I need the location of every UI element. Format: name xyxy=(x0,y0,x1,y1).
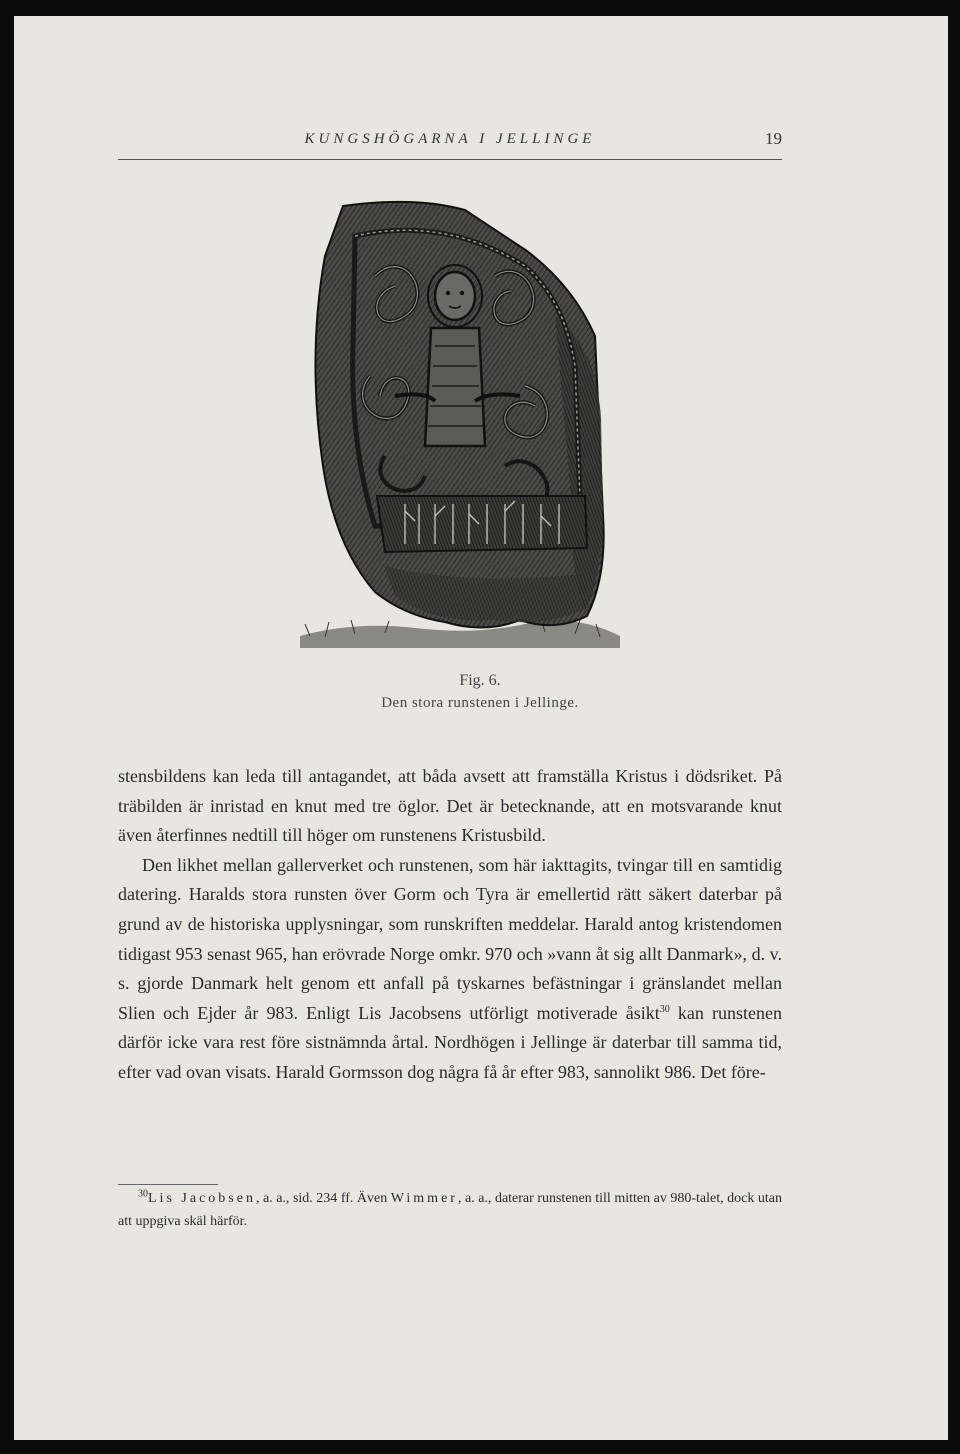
footnote-reference: 30 xyxy=(659,1003,670,1015)
footnote-mark: 30 xyxy=(138,1188,148,1200)
page-number: 19 xyxy=(765,129,782,148)
footnote xyxy=(118,1187,782,1233)
footnote-text-1: , a. a., sid. 234 ff. Även xyxy=(255,1191,391,1206)
paragraph-1: stensbildens kan leda till antagandet, att båda avsett att framställa Kristus i dödsriket. På träbilden är inristad en knut med tre öglor. Det är betecknande, att en motsvarande knut även återfinnes nedtill till höger om runstenens Kristusbild. xyxy=(118,766,782,846)
paragraph-2-part-b: kan runstenen därför icke vara rest före sistnämnda årtal. Nordhögen i Jellinge är daterbar till samma tid, efter vad ovan visats. Harald Gormsson dog några få år efter 983, sannolikt 986. Det före- xyxy=(118,1002,783,1082)
figure-label: Fig. 6. xyxy=(459,672,501,689)
runestone-illustration xyxy=(295,196,625,656)
figure-caption: Den stora runstenen i Jellinge. xyxy=(381,695,579,711)
footnote-rule xyxy=(118,1184,218,1185)
footnote-author-2: Wimmer xyxy=(390,1191,458,1206)
footnote-text-2: , a. a., daterar runstenen till mitten av 980-talet, dock utan att uppgiva skäl härför. xyxy=(118,1191,782,1229)
footnote-author-1: Lis Jacobsen xyxy=(148,1191,256,1206)
body-text xyxy=(118,762,782,1088)
paragraph-2-part-a: Den likhet mellan gallerverket och runstenen, som här iakttagits, tvingar till en samtidig datering. Haralds stora runsten över Gorm och Tyra är emellertid rätt säkert daterbar på grund av de historiska upplysningar, som runskriften meddelar. Harald antog kristendomen tidigast 953 senast 965, han erövrade Norge omkr. 970 och »vann åt sig allt Danmark», d. v. s. gjorde Danmark helt genom ett anfall på tyskarnes befästningar i gränslandet mellan Slien och Ejder år 983. Enligt Lis Jacobsens utförligt motiverade åsikt xyxy=(118,854,782,1023)
paragraph-2 xyxy=(118,851,782,1088)
running-head xyxy=(118,129,782,160)
running-title: KUNGSHÖGARNA I JELLINGE xyxy=(304,131,596,147)
